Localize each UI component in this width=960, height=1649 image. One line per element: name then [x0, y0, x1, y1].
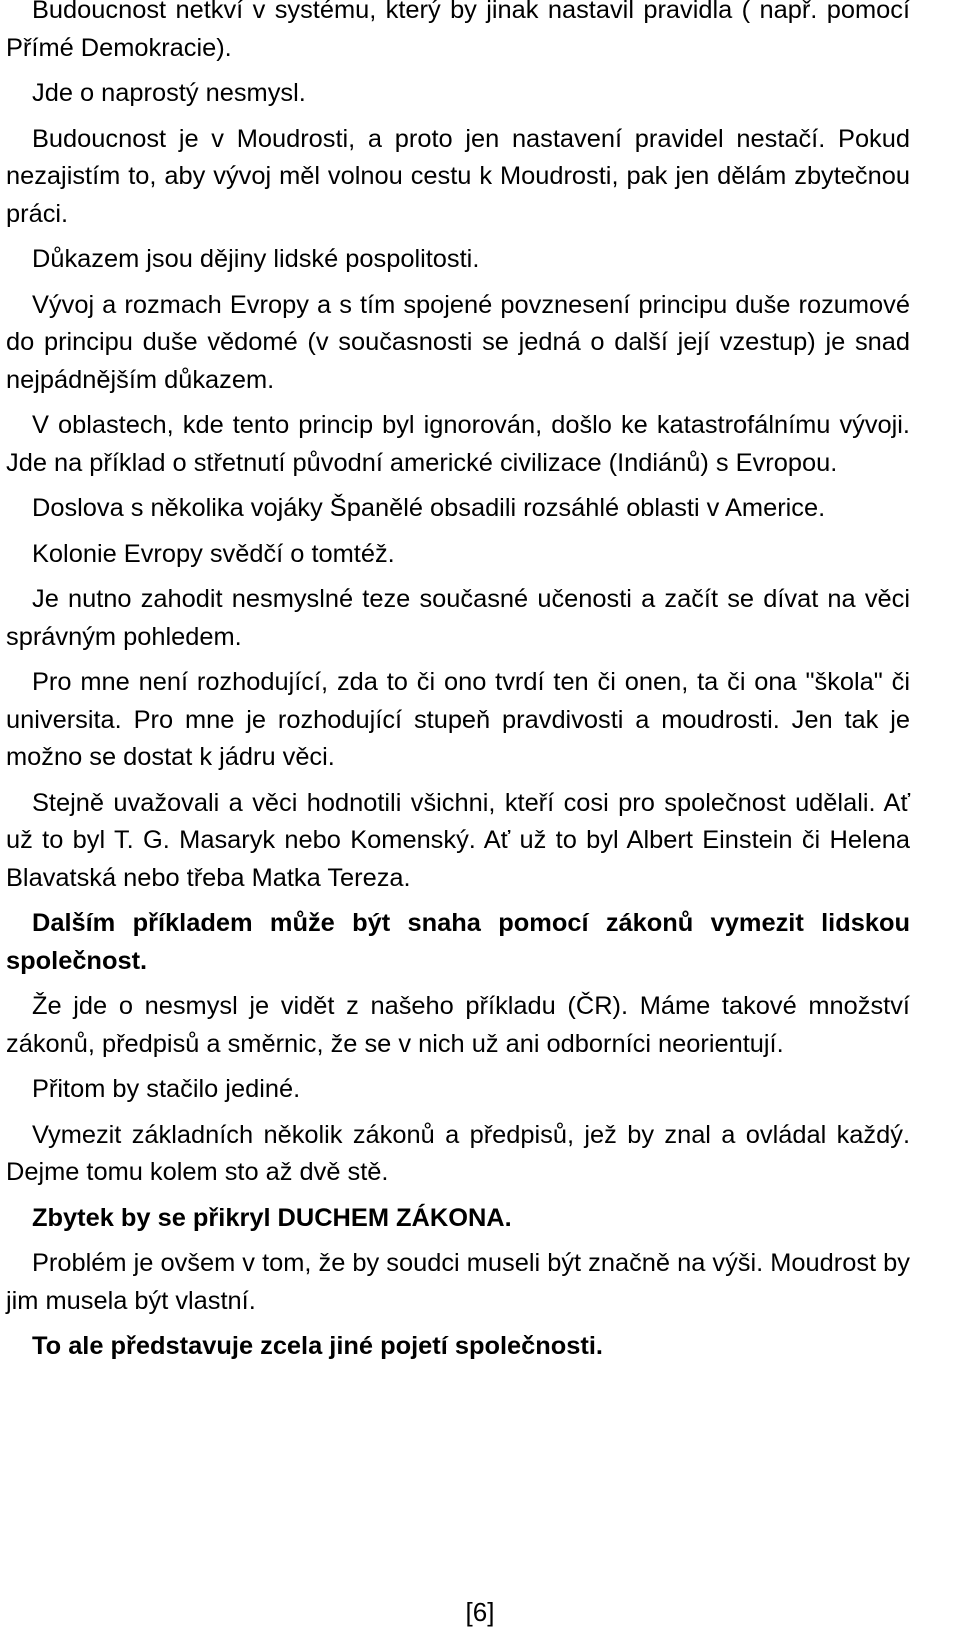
paragraph-17: Problém je ovšem v tom, že by soudci museli být značně na výši. Moudrost by jim musela být vlastní.	[6, 1249, 910, 1315]
paragraph-3: Budoucnost je v Moudrosti, a proto jen nastavení pravidel nestačí. Pokud nezajistím to, aby vývoj měl volnou cestu k Moudrosti, pak jen dělám zbytečnou práci.	[6, 124, 910, 228]
paragraph-15: Vymezit základních několik zákonů a předpisů, jež by znal a ovládal každý. Dejme tomu kolem sto až dvě stě.	[6, 1120, 910, 1186]
paragraph-7: Doslova s několika vojáky Španělé obsadili rozsáhlé oblasti v Americe.	[32, 494, 826, 522]
paragraph-14: Přitom by stačilo jediné.	[32, 1075, 301, 1103]
paragraph-2: Jde o naprostý nesmysl.	[32, 79, 306, 107]
page-number: [6]	[465, 1597, 495, 1627]
paragraph-11: Stejně uvažovali a věci hodnotili všichni, kteří cosi pro společnost udělali. Ať už to byl T. G. Masaryk nebo Komenský. Ať už to byl Albert Einstein či Helena Blavatská nebo třeba Matka Tereza.	[6, 788, 910, 892]
paragraph-9: Je nutno zahodit nesmyslné teze současné učenosti a začít se dívat na věci správným pohledem.	[6, 585, 910, 651]
paragraph-5: Vývoj a rozmach Evropy a s tím spojené povznesení principu duše rozumové do principu duše vědomé (v současnosti se jedná o další její vzestup) je snad nejpádnějším důkazem.	[6, 290, 910, 394]
paragraph-10: Pro mne není rozhodující, zda to či ono tvrdí ten či onen, ta či ona "škola" či universita. Pro mne je rozhodující stupeň pravdivosti a moudrosti. Jen tak je možno se dostat k jádru věci.	[6, 668, 910, 771]
paragraph-16-bold: Zbytek by se přikryl DUCHEM ZÁKONA.	[32, 1203, 512, 1232]
paragraph-12-bold: Dalším příkladem může být snaha pomocí zákonů vymezit lidskou společnost.	[6, 909, 910, 975]
paragraph-13: Že jde o nesmysl je vidět z našeho příkladu (ČR). Máme takové množství zákonů, předpisů a směrnic, že se v nich už ani odborníci neorientují.	[6, 992, 910, 1058]
paragraph-18-bold: To ale představuje zcela jiné pojetí společnosti.	[32, 1332, 603, 1360]
paragraph-4: Důkazem jsou dějiny lidské pospolitosti.	[32, 245, 480, 273]
paragraph-8: Kolonie Evropy svědčí o tomtéž.	[32, 539, 395, 568]
paragraph-1: Budoucnost netkví v systému, který by jinak nastavil pravidla ( např. pomocí Přímé Demokracie).	[6, 0, 910, 62]
paragraph-6: V oblastech, kde tento princip byl ignorován, došlo ke katastrofálnímu vývoji. Jde na příklad o střetnutí původní americké civilizace (Indiánů) s Evropou.	[6, 411, 910, 477]
